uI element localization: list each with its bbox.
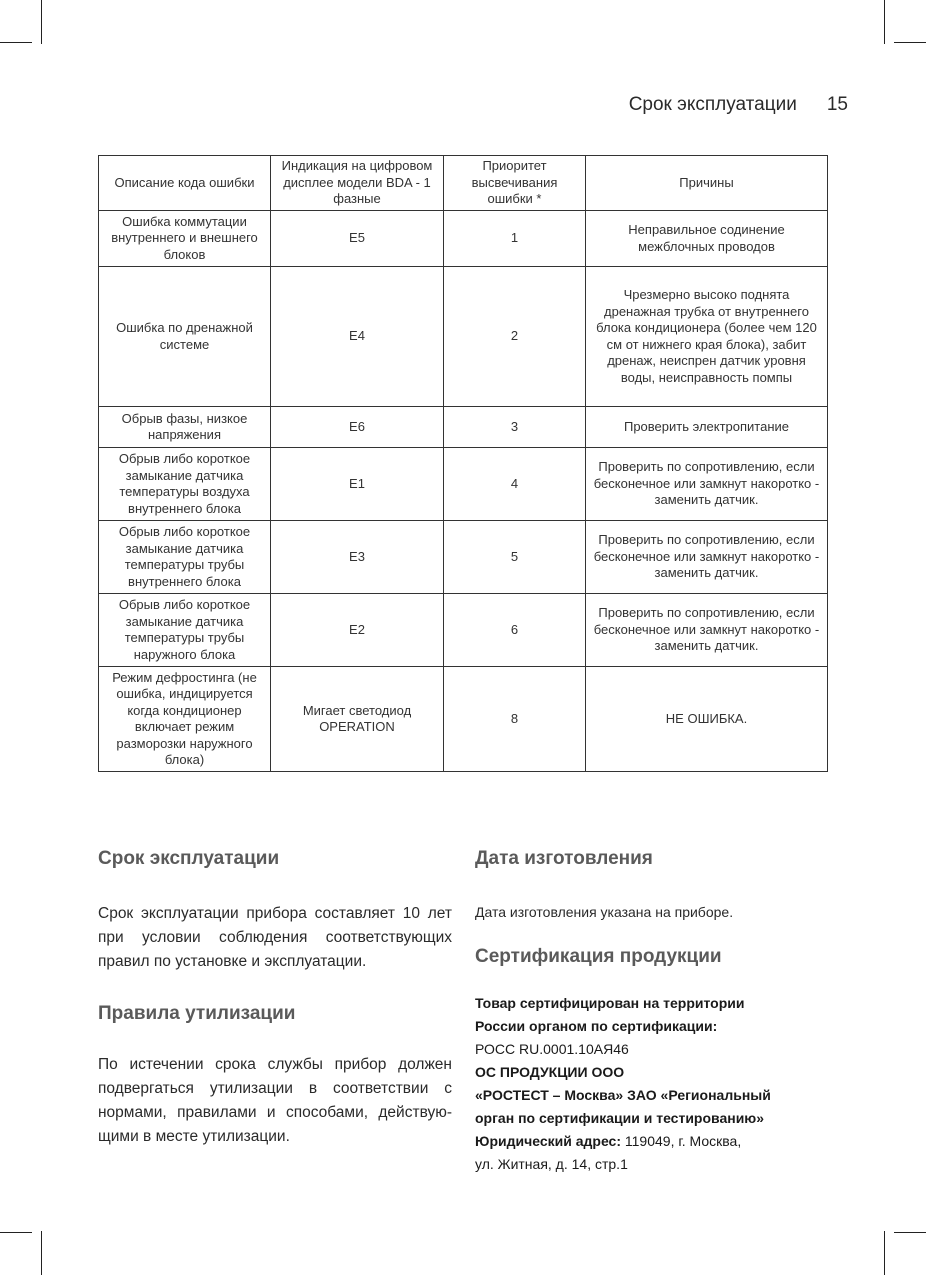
table-row [99, 448, 828, 521]
crop-mark [41, 0, 42, 44]
table-row [99, 521, 828, 594]
cell-priority: 1 [444, 211, 586, 267]
crop-mark [0, 42, 32, 43]
crop-mark [894, 1232, 926, 1233]
table-row [99, 211, 828, 267]
header-description: Описание кода ошибки [99, 156, 271, 211]
legal-address-value: 119049, г. Москва, [621, 1133, 742, 1149]
cell-description: Ошибка по дренажной системе [99, 267, 271, 407]
table-header-row [99, 156, 828, 211]
certification-body [475, 992, 835, 1176]
table-row [99, 667, 828, 772]
cell-description: Ошибка коммутации внутреннего и внешнего блоков [99, 211, 271, 267]
crop-mark [884, 1231, 885, 1275]
legal-address [475, 1130, 835, 1153]
cert-line: Товар сертифицирован на территории [475, 995, 745, 1011]
table-row [99, 267, 828, 407]
disposal-text: По истечении срока службы прибор должен подвергаться утилизации в соответствии с нормами, правилами и способами, действую-щими в месте утилизации. [98, 1056, 452, 1145]
header-causes: Причины [586, 156, 828, 211]
cell-code: E2 [271, 594, 444, 667]
cert-line: ОС ПРОДУКЦИИ ООО [475, 1064, 625, 1080]
cell-priority: 3 [444, 407, 586, 448]
service-life-text: Срок эксплуатации прибора составляет 10 лет при условии соблюдения соответствующих правил по установке и эксплуатации. [98, 905, 452, 970]
cell-code: E4 [271, 267, 444, 407]
page-number: 15 [826, 94, 848, 115]
cell-cause: Проверить электропитание [586, 407, 828, 448]
page-header [629, 94, 848, 116]
cell-code: E1 [271, 448, 444, 521]
cell-cause: Неправильное содинение межблочных проводов [586, 211, 828, 267]
cell-cause: НЕ ОШИБКА. [586, 667, 828, 772]
cell-priority: 5 [444, 521, 586, 594]
right-column [475, 848, 835, 1176]
cell-code: E6 [271, 407, 444, 448]
legal-address-label: Юридический адрес: [475, 1133, 621, 1149]
cell-description: Обрыв либо короткое замыкание датчика температуры воздуха внутреннего блока [99, 448, 271, 521]
cell-cause: Проверить по сопротивлению, если бесконечное или замкнут накоротко - заменить датчик. [586, 448, 828, 521]
header-display-code: Индикация на цифровом дисплее модели BDA - 1 фазные [271, 156, 444, 211]
cert-line: орган по сертификации и тестированию» [475, 1110, 765, 1126]
header-section-title: Срок эксплуатации [628, 94, 797, 115]
cell-priority: 2 [444, 267, 586, 407]
cell-priority: 6 [444, 594, 586, 667]
service-life-heading: Срок эксплуатации [98, 848, 280, 869]
cell-cause: Проверить по сопротивлению, если бесконечное или замкнут накоротко - заменить датчик. [586, 594, 828, 667]
cell-cause: Проверить по сопротивлению, если бесконечное или замкнут накоротко - заменить датчик. [586, 521, 828, 594]
cell-code: E5 [271, 211, 444, 267]
left-column [98, 848, 452, 1149]
cert-number: РОСС RU.0001.10АЯ46 [475, 1041, 629, 1057]
crop-mark [41, 1231, 42, 1275]
cell-priority: 4 [444, 448, 586, 521]
cell-cause: Чрезмерно высоко поднята дренажная трубка от внутреннего блока кондиционера (более чем 120 см от нижнего края блока), забит дренаж, неиспрен датчик уровня воды, неисправность помпы [586, 267, 828, 407]
crop-mark [894, 42, 926, 43]
cell-description: Обрыв либо короткое замыкание датчика температуры трубы наружного блока [99, 594, 271, 667]
crop-mark [0, 1232, 32, 1233]
header-priority: Приоритет высвечивания ошибки * [444, 156, 586, 211]
crop-mark [884, 0, 885, 44]
table-row [99, 594, 828, 667]
manufacture-date-heading: Дата изготовления [475, 848, 653, 869]
cert-line: России органом по сертификации: [475, 1018, 718, 1034]
cell-code: Мигает светодиод OPERATION [271, 667, 444, 772]
manufacture-date-text: Дата изготовления указана на приборе. [475, 904, 734, 920]
cell-priority: 8 [444, 667, 586, 772]
cell-description: Обрыв фазы, низкое напряжения [99, 407, 271, 448]
legal-address-street: ул. Житная, д. 14, стр.1 [475, 1156, 628, 1172]
disposal-heading: Правила утилизации [98, 1003, 296, 1024]
certification-heading: Сертификация продукции [475, 946, 722, 967]
table-row [99, 407, 828, 448]
cell-code: E3 [271, 521, 444, 594]
error-codes-table [98, 155, 828, 772]
cert-line: «РОСТЕСТ – Москва» ЗАО «Региональный [475, 1087, 771, 1103]
cell-description: Обрыв либо короткое замыкание датчика температуры трубы внутреннего блока [99, 521, 271, 594]
cell-description: Режим дефростинга (не ошибка, индицируется когда кондиционер включает режим разморозки наружного блока) [99, 667, 271, 772]
